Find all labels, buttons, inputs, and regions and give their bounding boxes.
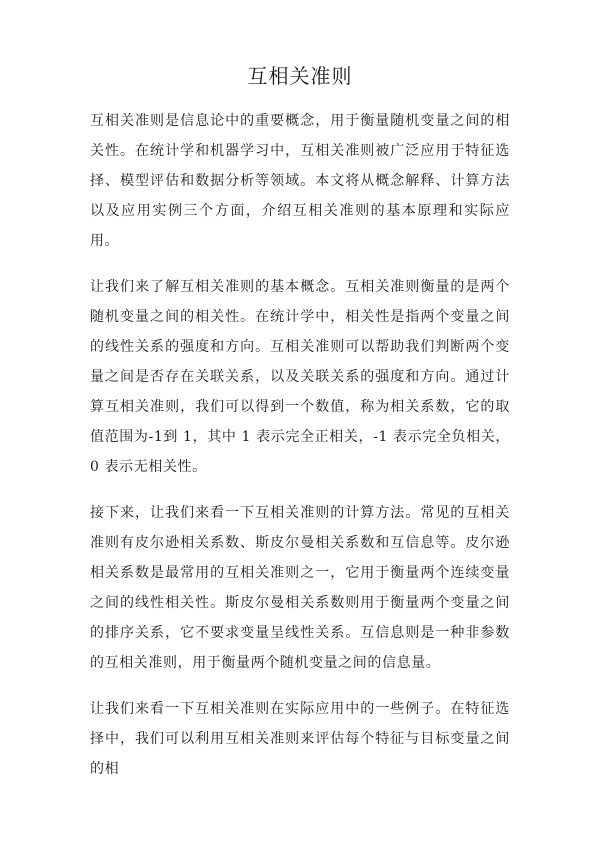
paragraph-concept: 让我们来了解互相关准则的基本概念。互相关准则衡量的是两个随机变量之间的相关性。在统计学中，相关性是指两个变量之间的线性关系的强度和方向。互相关准则可以帮助我们判断两个变量之间是否存在关联关系，以及关联关系的强度和方向。通过计算互相关准则，我们可以得到一个数值，称为相关系数，它的取值范围为-1到 1，其中 1 表示完全正相关，-1 表示完全负相关，0 表示无相关性。 xyxy=(90,279,510,475)
paragraph-applications: 让我们来看一下互相关准则在实际应用中的一些例子。在特征选择中，我们可以利用互相关准则来评估每个特征与目标变量之间的相 xyxy=(90,701,510,777)
paragraph-methods: 接下来，让我们来看一下互相关准则的计算方法。常见的互相关准则有皮尔逊相关系数、斯皮尔曼相关系数和互信息等。皮尔逊相关系数是最常用的互相关准则之一，它用于衡量两个连续变量之间的线性相关性。斯皮尔曼相关系数则用于衡量两个变量之间的排序关系，它不要求变量呈线性关系。互信息则是一种非参数的互相关准则，用于衡量两个随机变量之间的信息量。 xyxy=(90,505,510,671)
document-title: 互相关准则 xyxy=(247,64,353,88)
paragraph-intro: 互相关准则是信息论中的重要概念，用于衡量随机变量之间的相关性。在统计学和机器学习中，互相关准则被广泛应用于特征选择、模型评估和数据分析等领域。本文将从概念解释、计算方法以及应用实例三个方面，介绍互相关准则的基本原理和实际应用。 xyxy=(90,113,510,249)
